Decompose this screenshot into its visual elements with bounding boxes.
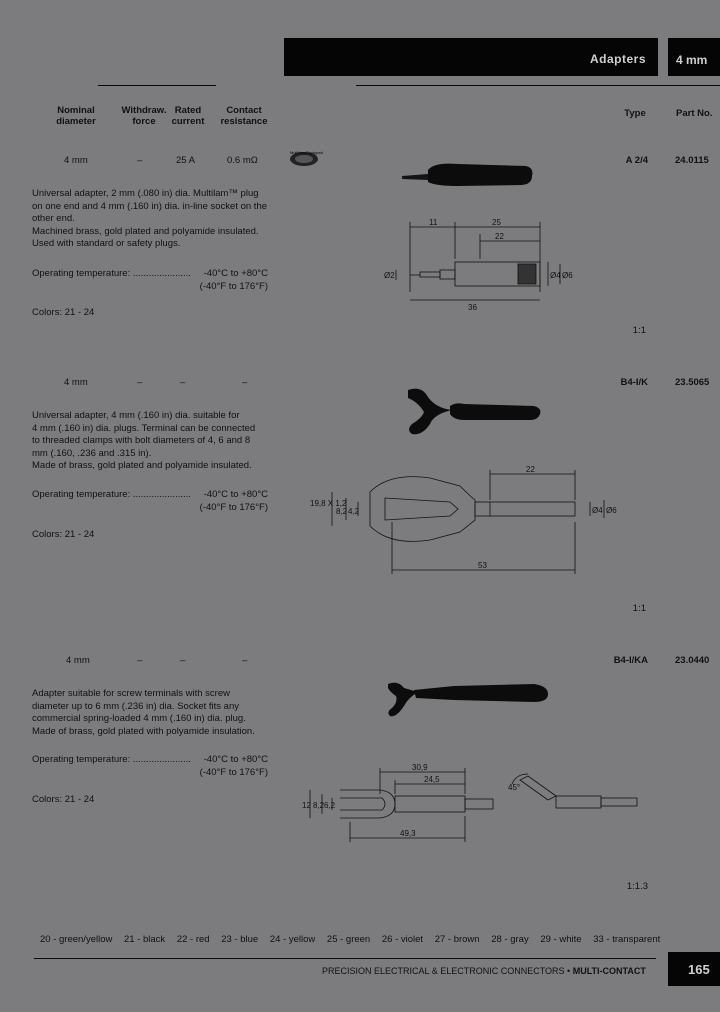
p3-diameter: 4 mm (66, 655, 90, 666)
p1-temp-label: Operating temperature: ...................... (32, 268, 191, 279)
page-number-box (668, 952, 720, 986)
p1-part-no: 24.0115 (675, 155, 709, 166)
svg-text:Ø4: Ø4 (592, 506, 603, 515)
svg-text:12: 12 (302, 801, 311, 810)
p3-description: Adapter suitable for screw terminals with screw diameter up to 6 mm (.236 in) dia. Socket fits any commercial spring-loaded 4 mm (.160 in) dia. plug. Made of brass, gold plated with polyamide insulation. (32, 688, 255, 737)
legend-item: 20 - green/yellow (40, 934, 113, 945)
svg-text:36: 36 (468, 303, 477, 312)
legend-item: 26 - violet (381, 934, 424, 945)
legend-item: 24 - yellow (269, 934, 316, 945)
legend-item: 25 - green (326, 934, 371, 945)
p1-resistance: 0.6 mΩ (227, 155, 258, 166)
multilam-logo (288, 148, 322, 170)
p3-temp-label: Operating temperature: ...................... (32, 754, 191, 765)
svg-text:49,3: 49,3 (400, 829, 416, 838)
svg-text:45°: 45° (508, 783, 521, 792)
svg-text:Ø6: Ø6 (562, 271, 573, 280)
p3-part-no: 23.0440 (675, 655, 710, 666)
footer-prefix: PRECISION ELECTRICAL & ELECTRONIC CONNECTORS • (322, 966, 571, 976)
p1-type: A 2/4 (625, 155, 648, 166)
legend-item: 27 - brown (434, 934, 480, 945)
header-bar (284, 38, 658, 76)
p2-current: – (180, 377, 186, 388)
page-number: 165 (688, 962, 710, 977)
p3-scale: 1:1.3 (626, 881, 648, 892)
svg-text:30,9: 30,9 (412, 763, 428, 772)
p1-description: Universal adapter, 2 mm (.080 in) dia. Multilam™ plug on one end and 4 mm (.160 in) dia. in-line socket on the other end. Machined brass, gold plated and polyamide insulated. Used with standard or safety plugs. (32, 188, 268, 249)
svg-text:22: 22 (526, 465, 535, 474)
p2-description: Universal adapter, 4 mm (.160 in) dia. suitable for 4 mm (.160 in) dia. plugs. Terminal can be connected to threaded clamps with bolt diameters of 4, 6 and 8 mm (.160, .236 and .315 in). Made of brass, gold plated and polyamide insulated. (32, 410, 256, 471)
legend-item: 21 - black (124, 934, 166, 945)
p1-withdraw: – (137, 155, 143, 166)
col-part-no: Part No. (676, 108, 713, 119)
legend-item: 23 - blue (221, 934, 259, 945)
header-rule-left (98, 85, 216, 86)
p1-dimension-drawing (380, 214, 580, 314)
svg-text:25: 25 (492, 218, 501, 227)
p2-resistance: – (242, 377, 248, 388)
p1-temp-c: -40°C to +80°C (203, 268, 268, 279)
p3-resistance: – (242, 655, 248, 666)
svg-text:Multilam Equipped: Multilam Equipped (290, 150, 323, 155)
legend-item: 22 - red (176, 934, 210, 945)
p2-temp-label: Operating temperature: ...................... (32, 489, 191, 500)
p3-temp-f: (-40°F to 176°F) (199, 767, 268, 778)
p3-withdraw: – (137, 655, 143, 666)
p1-colors: Colors: 21 - 24 (32, 307, 95, 318)
p3-current: – (180, 655, 186, 666)
p2-temp-f: (-40°F to 176°F) (199, 502, 268, 513)
svg-text:Ø2: Ø2 (384, 271, 395, 280)
legend-item: 29 - white (540, 934, 582, 945)
multilam-logo-icon (288, 148, 322, 170)
p2-dimension-drawing (310, 462, 640, 577)
col-contact-resistance: Contact resistance (220, 105, 268, 127)
size-tab (668, 38, 720, 76)
p2-colors: Colors: 21 - 24 (32, 529, 95, 540)
p1-scale: 1:1 (632, 325, 646, 336)
p1-product-image (398, 158, 538, 192)
p1-temp-f: (-40°F to 176°F) (199, 281, 268, 292)
p1-diameter: 4 mm (64, 155, 88, 166)
p2-product-image (404, 384, 544, 442)
svg-text:Ø4: Ø4 (550, 271, 561, 280)
p3-angle-drawing (508, 770, 648, 830)
svg-text:24,5: 24,5 (424, 775, 440, 784)
page-title: Adapters (589, 52, 646, 66)
svg-text:Ø6: Ø6 (606, 506, 617, 515)
legend-item: 33 - transparent (593, 934, 661, 945)
legend-item: 28 - gray (491, 934, 529, 945)
p2-scale: 1:1 (632, 603, 646, 614)
header-rule-right (356, 85, 720, 86)
size-label: 4 mm (676, 53, 708, 67)
col-rated-current: Rated current (171, 105, 205, 127)
color-legend (40, 934, 669, 945)
p1-current: 25 A (176, 155, 196, 166)
col-nominal-diameter: Nominal diameter (56, 105, 96, 127)
footer-brand: MULTI-CONTACT (572, 966, 646, 976)
p3-temp-c: -40°C to +80°C (203, 754, 268, 765)
p3-colors: Colors: 21 - 24 (32, 794, 95, 805)
svg-text:22: 22 (495, 232, 504, 241)
svg-text:53: 53 (478, 561, 487, 570)
p2-withdraw: – (137, 377, 143, 388)
p3-type: B4-I/KA (613, 655, 648, 666)
svg-text:8,2: 8,2 (336, 507, 348, 516)
col-withdraw-force: Withdraw. force (121, 105, 167, 127)
svg-text:8,2: 8,2 (313, 801, 325, 810)
svg-text:6,2: 6,2 (324, 801, 336, 810)
footer-text (322, 966, 646, 976)
svg-text:19,8 X 1,2: 19,8 X 1,2 (310, 499, 347, 508)
p2-temp-c: -40°C to +80°C (203, 489, 268, 500)
svg-text:11: 11 (429, 218, 438, 227)
svg-text:4,2: 4,2 (348, 507, 360, 516)
p2-part-no: 23.5065 (675, 377, 710, 388)
p2-diameter: 4 mm (64, 377, 88, 388)
p2-type: B4-I/K (620, 377, 648, 388)
footer-rule (34, 958, 656, 959)
p3-dimension-drawing (300, 760, 500, 850)
p3-product-image (384, 676, 554, 728)
col-type: Type (624, 108, 646, 119)
